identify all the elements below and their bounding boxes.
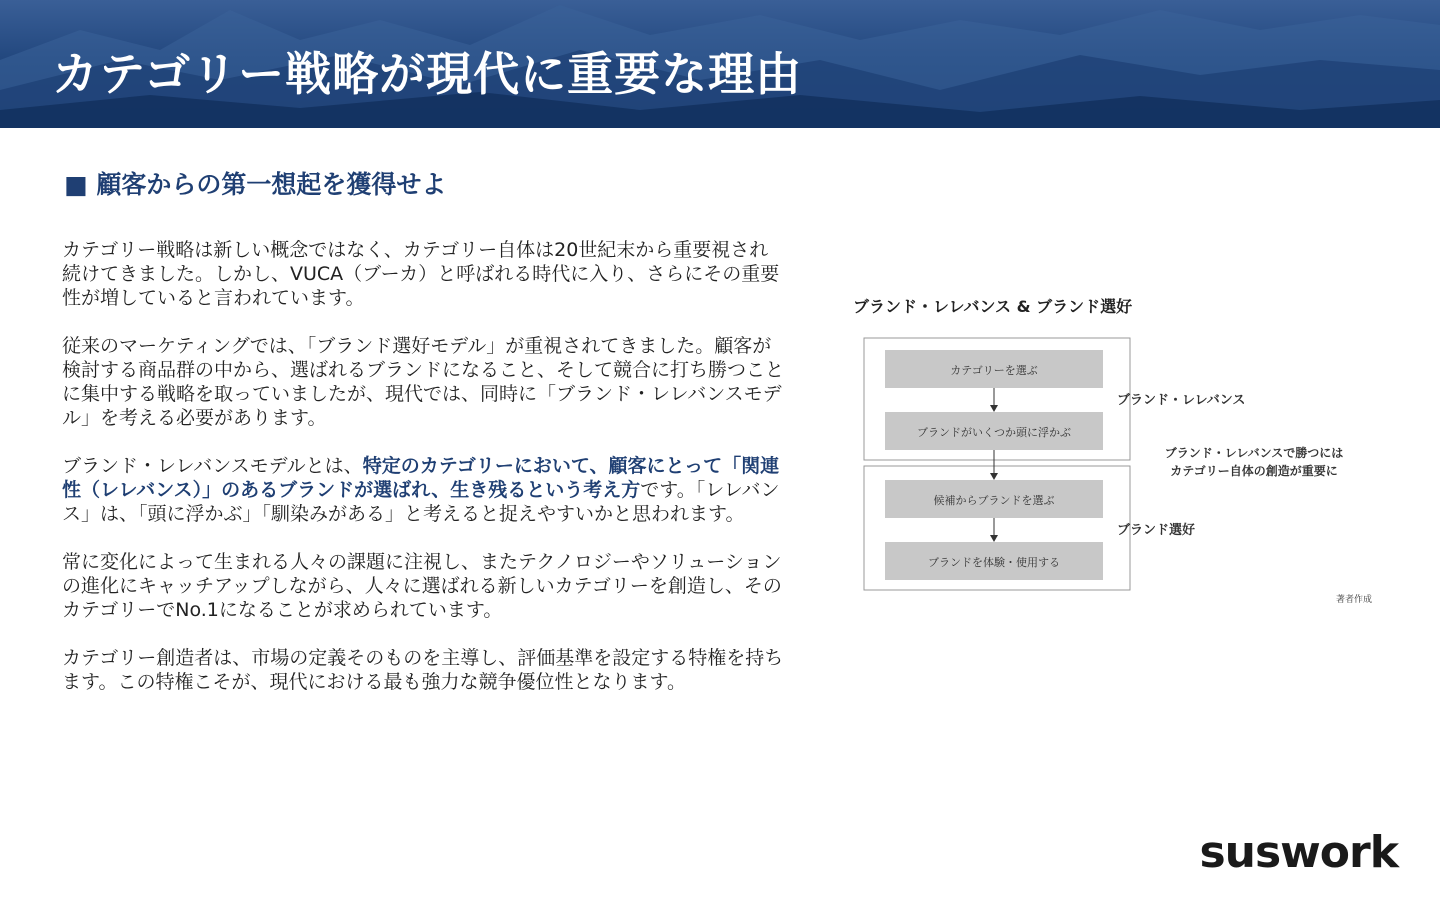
group-label-preference: ブランド選好: [1117, 523, 1196, 538]
paragraph-3-suffix: です。「レレバンス」は、「頭に浮かぶ」「馴染みがある」と考えると捉えやすいかと思われます。: [62, 479, 780, 525]
paragraph-4: 常に変化によって生まれる人々の課題に注視し、またテクノロジーやソリューションの進化にキャッチアップしながら、人々に選ばれる新しいカテゴリーを創造し、そのカテゴリーでNo.1になることが求められています。: [62, 551, 782, 621]
paragraph-5: カテゴリー創造者は、市場の定義そのものを主導し、評価基準を設定する特権を持ちます。この特権こそが、現代における最も強力な競争優位性となります。: [62, 647, 784, 693]
source-note: 著者作成: [1335, 595, 1372, 605]
paragraph-3: [62, 454, 784, 526]
step-label-2: ブランドがいくつか頭に浮かぶ: [917, 426, 1071, 439]
page-title: カテゴリー戦略が現代に重要な理由: [52, 47, 803, 101]
arrow-1: [990, 388, 998, 412]
arrow-3: [990, 518, 998, 542]
paragraph-2: 従来のマーケティングでは、「ブランド選好モデル」が重視されてきました。顧客が検討する商品群の中から、選ばれるブランドになること、そして競合に打ち勝つことに集中する戦略を取っていましたが、現代では、同時に「ブランド・レレバンスモデル」を考える必要があります。: [62, 335, 785, 429]
body-text: [62, 238, 784, 718]
diagram-title: ブランド・レレバンス & ブランド選好: [853, 297, 1133, 316]
suswork-logo: suswork: [1199, 827, 1398, 878]
paragraph-1: カテゴリー戦略は新しい概念ではなく、カテゴリー自体は20世紀末から重要視され続けてきました。しかし、VUCA（ブーカ）と呼ばれる時代に入り、さらにその重要性が増していると言われています。: [62, 239, 780, 309]
step-label-1: カテゴリーを選ぶ: [950, 364, 1038, 377]
step-label-3: 候補からブランドを選ぶ: [933, 494, 1055, 507]
brand-relevance-diagram: [850, 290, 1380, 620]
note-line-2: カテゴリー自体の創造が重要に: [1170, 464, 1338, 478]
header-banner: [0, 0, 1440, 128]
arrow-2: [990, 450, 998, 480]
group-label-relevance: ブランド・レレバンス: [1117, 393, 1246, 408]
paragraph-3-highlight: 特定のカテゴリーにおいて、顧客にとって「関連性（レレバンス）」のあるブランドが選ばれ、生き残るという考え方: [62, 455, 780, 501]
paragraph-3-prefix: ブランド・レレバンスモデルとは、: [62, 455, 363, 477]
note-line-1: ブランド・レレバンスで勝つには: [1164, 446, 1344, 460]
section-heading: ■ 顧客からの第一想起を獲得せよ: [64, 170, 447, 199]
step-label-4: ブランドを体験・使用する: [928, 556, 1060, 569]
